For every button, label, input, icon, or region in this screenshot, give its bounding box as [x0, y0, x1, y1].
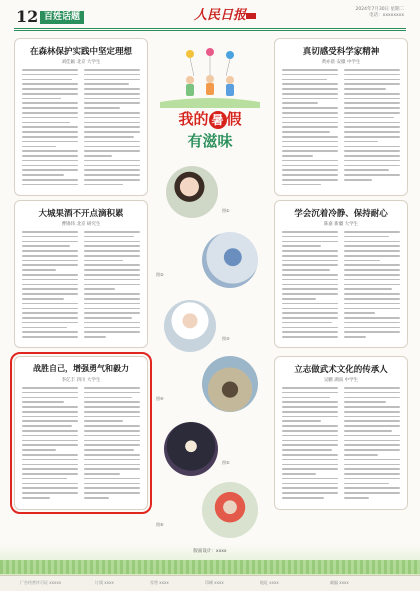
feature-title-circle: 暑 [209, 111, 227, 129]
article-forest[interactable] [14, 38, 148, 196]
photo-4 [202, 356, 258, 412]
footer-item: 零售 xxxx [150, 580, 169, 585]
article-byline: 陈嘉 新疆 大学生 [323, 222, 359, 227]
footer-item: 广告经营许可证 xxxxx [20, 580, 62, 585]
article-body-col-2 [344, 387, 400, 502]
feature-title-line-1 [150, 108, 270, 129]
article-title: 大城果酒不开点滴积累 [38, 209, 124, 219]
article-body-col-2 [84, 231, 140, 341]
photo-caption: 图⑤ [222, 460, 230, 465]
contact-text: 电话：xxxxxxxx [369, 13, 404, 18]
article-byline: 黄亦晨 安徽 中学生 [321, 60, 361, 65]
footer-item: 地址 xxxx [260, 580, 279, 585]
footer-item: 订阅 xxxx [95, 580, 114, 585]
article-body-col-2 [84, 69, 140, 189]
article-parttime[interactable] [14, 200, 148, 348]
photo-2 [202, 232, 258, 288]
newspaper-logo: 人民日报 [194, 8, 247, 23]
header-rule-thin [14, 30, 406, 31]
article-body-col-1 [282, 231, 338, 341]
article-title: 战胜自己，增强勇气和毅力 [33, 363, 129, 373]
page-number: 12 [16, 7, 39, 26]
article-body-col-1 [282, 387, 338, 502]
section-label: 百姓话题 [40, 11, 84, 24]
article-body-col-2 [84, 387, 140, 502]
footer-item: 印刷 xxxx [205, 580, 224, 585]
center-feature [150, 36, 270, 536]
footer [0, 575, 420, 591]
article-title: 学会沉着冷静、保持耐心 [294, 209, 388, 219]
article-byline: 刘佳颖 北京 大学生 [61, 60, 101, 65]
footer-item: 邮编 xxxx [330, 580, 349, 585]
photo-3 [164, 300, 216, 352]
feature-title-part: 我的 [178, 110, 209, 128]
article-science[interactable] [274, 38, 408, 196]
dateline [356, 7, 404, 19]
article-title: 立志做武术文化的传承人 [294, 365, 388, 375]
photo-caption: 图② [156, 272, 164, 277]
article-wushu[interactable] [274, 356, 408, 510]
article-body-col-2 [344, 231, 400, 341]
photo-6 [202, 482, 258, 538]
logo-tag-icon [246, 13, 256, 19]
photo-caption: 图③ [222, 336, 230, 341]
photo-5 [164, 422, 218, 476]
header-rule [14, 28, 406, 29]
grass-decoration-icon [0, 560, 420, 574]
feature-title-line-2: 有滋味 [187, 132, 233, 150]
kids-illustration-icon [160, 46, 260, 108]
masthead [14, 6, 406, 28]
article-learning[interactable] [274, 200, 408, 348]
article-title: 真切感受科学家精神 [302, 47, 380, 57]
photo-caption: 图④ [156, 396, 164, 401]
article-body-col-1 [22, 69, 78, 189]
article-body-col-1 [22, 231, 78, 341]
feature-title-part: 假 [226, 110, 242, 128]
article-byline: 吴鹏 湖南 中学生 [323, 378, 359, 383]
article-challenge[interactable] [14, 356, 148, 510]
article-byline: 李亿丰 四川 大学生 [61, 378, 101, 383]
photo-caption: 图① [222, 208, 230, 213]
article-byline: 曹锦炜 北京 研究生 [61, 222, 101, 227]
date-text: 2024年7月30日 星期二 [355, 7, 404, 12]
article-body-col-1 [282, 69, 338, 189]
article-body-col-1 [22, 387, 78, 502]
photo-1 [166, 166, 218, 218]
design-credit: 版面设计：xxxx [193, 549, 227, 554]
article-body-col-2 [344, 69, 400, 184]
article-title: 在森林保护实践中坚定理想 [29, 47, 132, 57]
photo-caption: 图⑥ [156, 522, 164, 527]
